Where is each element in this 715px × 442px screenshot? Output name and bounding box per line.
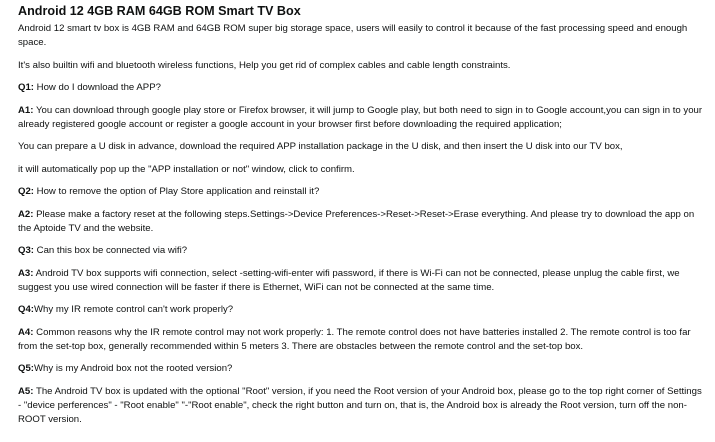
faq-answer-2 (18, 208, 705, 236)
question-label: Q3: (18, 245, 34, 256)
answer-text: The Android TV box is updated with the optional "Root" version, if you need the Root version of your Android box, please go to the top right corner of Settings - "device perferences" - "Root enable" "-"Root enable", check the right button and turn on, that is, the Android box is already the Root version, turn off the non-ROOT version. (18, 385, 702, 425)
features-paragraph: It's also builtin wifi and bluetooth wireless functions, Help you get rid of complex cables and cable length constraints. (18, 59, 511, 71)
faq-question-3 (18, 244, 705, 258)
faq-answer-4 (18, 326, 705, 354)
question-text: How do I download the APP? (34, 82, 161, 93)
faq-answer-1-extra-2: it will automatically pop up the "APP installation or not" window, click to confirm. (18, 163, 355, 175)
faq-question-2 (18, 185, 705, 199)
faq-question-1 (18, 81, 705, 95)
faq-question-4 (18, 303, 705, 317)
intro-paragraph: Android 12 smart tv box is 4GB RAM and 64GB ROM super big storage space, users will easily to control it because of the fast processing speed and enough space. (18, 23, 688, 48)
faq-question-5 (18, 362, 705, 376)
answer-text: Android TV box supports wifi connection, select -setting-wifi-enter wifi password, if there is Wi-Fi can not be connected, please unplug the cable first, we suggest you use wired connection will be faster if there is Ethernet, WiFi can not be connected at the same time. (18, 267, 680, 293)
faq-answer-1 (18, 104, 705, 132)
faq-answer-5 (18, 385, 705, 427)
answer-label: A5: (18, 385, 34, 397)
question-label: Q5: (18, 363, 34, 374)
question-text: Why is my Android box not the rooted version? (34, 363, 233, 374)
question-text: Why my IR remote control can't work properly? (34, 304, 234, 315)
faq-answer-1-extra-1: You can prepare a U disk in advance, download the required APP installation package in the U disk, and then insert the U disk into our TV box, (18, 141, 623, 152)
answer-label: A2: (18, 208, 34, 220)
question-label: Q1: (18, 82, 34, 93)
page-title: Android 12 4GB RAM 64GB ROM Smart TV Box (18, 4, 301, 18)
answer-label: A1: (18, 104, 34, 116)
answer-text: Common reasons why the IR remote control may not work properly: 1. The remote control does not have batteries installed 2. The remote control is too far from the set-top box, generally recommended within 5 meters 3. There are obstacles between the remote control and the set-top box. (18, 326, 691, 352)
answer-label: A3: (18, 267, 34, 279)
question-label: Q2: (18, 186, 34, 197)
answer-label: A4: (18, 326, 34, 338)
question-text: How to remove the option of Play Store application and reinstall it? (34, 186, 320, 197)
faq-answer-3 (18, 267, 705, 295)
answer-text: You can download through google play store or Firefox browser, it will jump to Google play, but both need to sign in to Google account,you can sign in to your already registered google account or register a google account in your browser first before downloading the required application; (18, 104, 703, 130)
answer-text: Please make a factory reset at the following steps.Settings->Device Preferences->Reset->Reset->Erase everything. And please try to download the app on the Aptoide TV and the website. (18, 208, 695, 234)
question-label: Q4: (18, 304, 34, 315)
question-text: Can this box be connected via wifi? (34, 245, 188, 256)
